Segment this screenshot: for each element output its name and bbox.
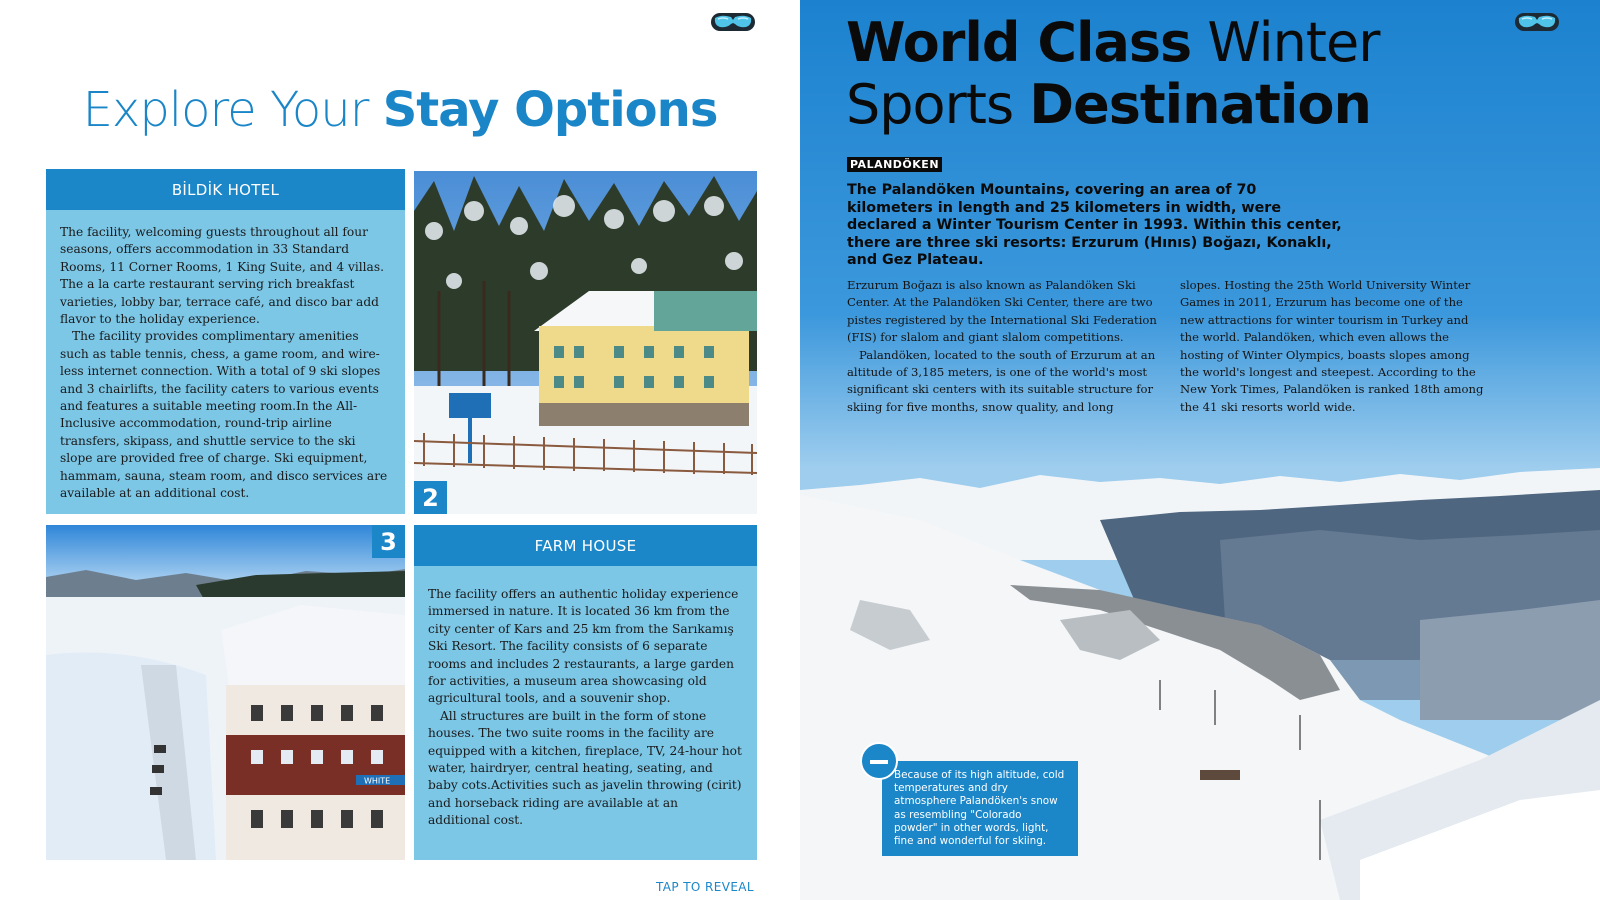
section-tag: PALANDÖKEN bbox=[847, 157, 942, 172]
article-paragraph: slopes. Hosting the 25th World University Winter Games in 2011, Erzurum has become one of the new attractions for winter tourism in Turkey and the world. Palandöken, which even allows the hosting of Winter Olympics, boasts slopes among the world's longest and steepest. According to the New York Times, Palandöken is ranked 18th among the 41 ski resorts world wide. bbox=[1180, 278, 1484, 414]
article-paragraph: Erzurum Boğazı is also known as Palandöken Ski Center. At the Palandöken Ski Center, there are two pistes registered by the International Ski Federation (FIS) for slalom and giant slalom competitions. bbox=[847, 278, 1157, 345]
title-bold: Destination bbox=[1029, 73, 1371, 136]
hotel-panel bbox=[46, 169, 405, 514]
title-normal: Winter bbox=[1191, 11, 1380, 74]
farm-house-heading: FARM HOUSE bbox=[414, 525, 757, 566]
hotel-description bbox=[46, 210, 405, 503]
feature-title bbox=[846, 12, 1546, 136]
resort-photo bbox=[46, 525, 405, 860]
article-column bbox=[847, 277, 1157, 416]
article-column bbox=[1180, 277, 1490, 416]
info-caption: Because of its high altitude, cold temperatures and dry atmosphere Palandöken's snow as resembling "Colorado powder" in other words, light, fine and wonderful for skiing. bbox=[882, 761, 1078, 856]
tap-to-reveal-link[interactable]: TAP TO REVEAL bbox=[655, 880, 754, 894]
farm-house-paragraph: All structures are built in the form of stone houses. The two suite rooms in the facility are equipped with a kitchen, fireplace, TV, 24-hour hot water, hairdryer, central heating, seating, and baby cots.Activities such as javelin throwing (cirit) and horseback riding are available at an additional cost. bbox=[428, 708, 742, 828]
title-bold: Stay Options bbox=[382, 82, 718, 138]
title-bold: World Class bbox=[846, 11, 1192, 74]
caption-toggle-button[interactable] bbox=[860, 742, 898, 780]
minus-icon bbox=[870, 760, 888, 764]
title-normal: Sports bbox=[846, 73, 1030, 136]
hotel-paragraph: The facility, welcoming guests throughout all four seasons, offers accommodation in 33 Standard Rooms, 11 Corner Rooms, 1 King Suite, and 4 villas. The a la carte restaurant serving rich breakfast varieties, lobby bar, terrace café, and disco bar add flavor to the holiday experience. bbox=[60, 225, 384, 327]
title-light: Explore Your bbox=[82, 82, 383, 138]
farm-house-description bbox=[414, 566, 757, 830]
photo-number-badge: 2 bbox=[414, 481, 447, 514]
article-paragraph: Palandöken, located to the south of Erzurum at an altitude of 3,185 meters, is one of the world's most significant ski centers with its suitable structure for skiing for five months, snow quality, and long bbox=[847, 347, 1156, 414]
farm-house-paragraph: The facility offers an authentic holiday experience immersed in nature. It is located 36 km from the city center of Kars and 25 km from the Sarıkamış Ski Resort. The facility consists of 6 separate rooms and includes 2 restaurants, a large garden for activities, a museum area showcasing old agricultural tools, and a souvenir shop. bbox=[428, 587, 739, 706]
lead-paragraph: The Palandöken Mountains, covering an area of 70 kilometers in length and 25 kilometers in width, were declared a Winter Tourism Center in 1993. Within this center, there are three ski resorts: Erzurum (Hınıs) Boğazı, Konaklı, and Gez Plateau. bbox=[847, 182, 1342, 268]
photo-number-badge: 3 bbox=[372, 525, 405, 558]
hotel-sign-text: WHITE bbox=[364, 776, 391, 786]
farm-house-panel bbox=[414, 525, 757, 860]
goggles-icon bbox=[710, 11, 756, 33]
hotel-heading: BİLDİK HOTEL bbox=[46, 169, 405, 210]
hotel-paragraph: The facility provides complimentary amenities such as table tennis, chess, a game room, and wire-less internet connection. With a total of 9 ski slopes and 3 chairlifts, the facility caters to various events and features a suitable meeting room.In the All-Inclusive accommodation, round-trip airline transfers, skipass, and shuttle service to the ski slope are provided free of charge. Ski equipment, hammam, sauna, steam room, and disco services are available at an additional cost. bbox=[60, 329, 388, 501]
hotel-photo bbox=[414, 171, 757, 514]
page-title bbox=[0, 82, 800, 138]
